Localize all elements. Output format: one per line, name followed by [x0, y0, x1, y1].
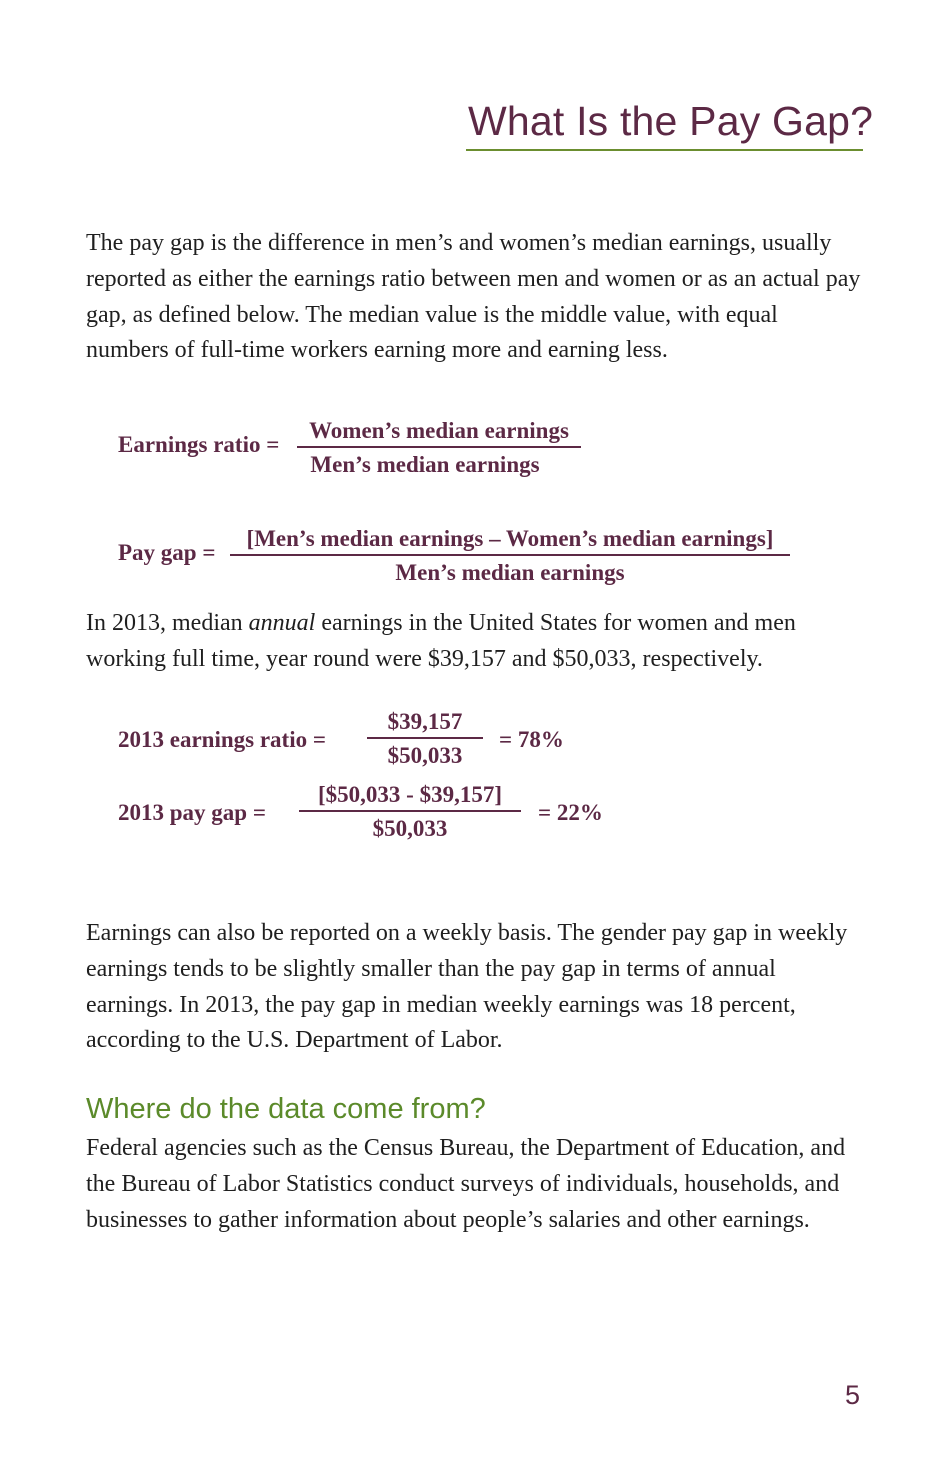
pay-gap-fraction	[230, 526, 790, 586]
earnings-ratio-2013-label: 2013 earnings ratio =	[118, 727, 326, 752]
data-source-paragraph: Federal agencies such as the Census Bureau, the Department of Education, and the Bureau of Labor Statistics conduct surveys of individuals, households, and businesses to gather information about people’s salaries and other earnings.	[86, 1135, 846, 1233]
earnings-ratio-numerator: Women’s median earnings	[309, 418, 569, 443]
pay-gap-2013-label: 2013 pay gap =	[118, 800, 266, 825]
pay-gap-denominator: Men’s median earnings	[395, 559, 625, 585]
pay-gap-2013-denominator: $50,033	[372, 815, 448, 841]
earnings-ratio-denominator: Men’s median earnings	[310, 451, 540, 477]
pay-gap-label: Pay gap =	[118, 540, 216, 565]
pay-gap-2013-result: = 22%	[538, 800, 603, 825]
example-text-after: earnings in the United States for women and men working full time, year round were $39,157 and $50,033, respectively.	[86, 610, 796, 672]
intro-paragraph: The pay gap is the difference in men’s and women’s median earnings, usually reported as either the earnings ratio between men and women or as an actual pay gap, as defined below. The median value is the middle value, with equal numbers of full-time workers earning more and earning less.	[86, 230, 861, 364]
earnings-ratio-2013-fraction	[367, 709, 483, 769]
example-text-emphasis: annual	[248, 610, 316, 636]
earnings-ratio-label: Earnings ratio =	[118, 432, 280, 457]
pay-gap-2013-fraction	[299, 782, 521, 842]
earnings-ratio-fraction	[297, 418, 581, 478]
weekly-paragraph: Earnings can also be reported on a weekly basis. The gender pay gap in weekly earnings tends to be slightly smaller than the pay gap in terms of annual earnings. In 2013, the pay gap in median weekly earnings was 18 percent, according to the U.S. Department of Labor.	[86, 920, 848, 1054]
example-paragraph	[86, 606, 866, 678]
data-source-heading: Where do the data come from?	[86, 1093, 486, 1125]
page-number: 5	[845, 1380, 861, 1410]
earnings-ratio-2013-denominator: $50,033	[387, 742, 463, 768]
page-title: What Is the Pay Gap?	[468, 98, 874, 144]
pay-gap-numerator: [Men’s median earnings – Women’s median earnings]	[246, 526, 774, 551]
earnings-ratio-2013-result: = 78%	[499, 727, 564, 752]
earnings-ratio-2013-numerator: $39,157	[387, 709, 463, 734]
title-underline	[466, 149, 863, 151]
pay-gap-2013-numerator: [$50,033 - $39,157]	[318, 782, 502, 807]
example-text-before: In 2013, median	[86, 610, 249, 636]
